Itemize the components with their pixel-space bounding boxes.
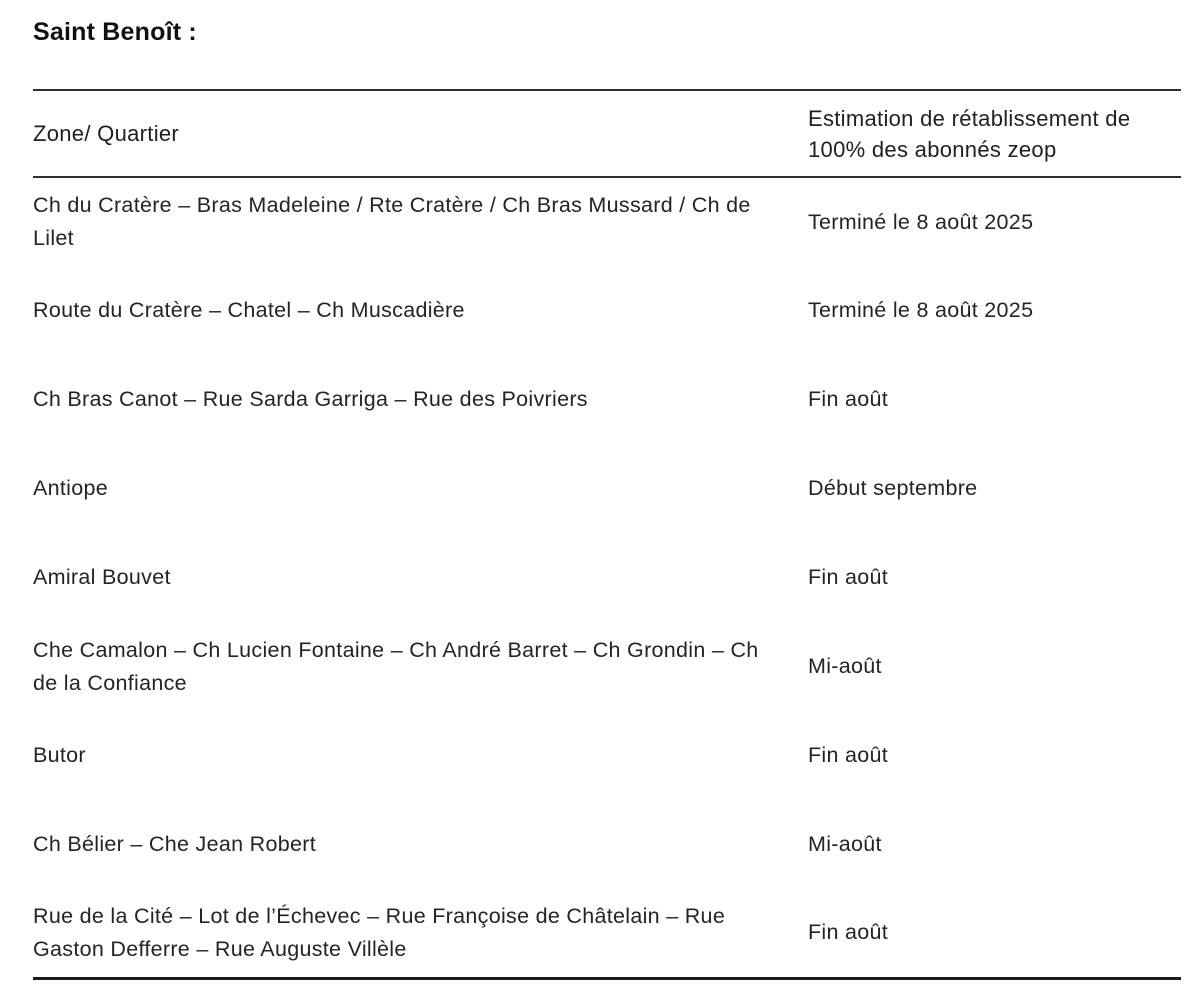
zone-cell: Butor (33, 743, 86, 767)
header-row (33, 90, 1181, 177)
estimate-cell: Début septembre (808, 476, 978, 500)
estimate-cell: Fin août (808, 920, 889, 945)
zone-cell: Antiope (33, 476, 109, 500)
table-row (33, 800, 1181, 889)
table-row (33, 711, 1181, 800)
table-row (33, 177, 1181, 266)
estimate-cell: Mi-août (808, 654, 882, 678)
estimate-cell: Fin août (808, 565, 889, 589)
estimate-cell: Terminé le 8 août 2025 (808, 298, 1034, 322)
table-row (33, 444, 1181, 533)
page-title: Saint Benoît : (33, 18, 197, 46)
zone-cell: Ch Bras Canot – Rue Sarda Garriga – Rue des Poivriers (33, 387, 588, 411)
zone-cell: Route du Cratère – Chatel – Ch Muscadière (33, 298, 465, 322)
table-row (33, 622, 1181, 711)
zone-cell: Ch du Cratère – Bras Madeleine / Rte Cratère / Ch Bras Mussard / Ch de Lilet (33, 193, 751, 250)
table-row (33, 889, 1181, 978)
zone-cell: Amiral Bouvet (33, 565, 171, 589)
estimate-cell: Terminé le 8 août 2025 (808, 209, 1034, 234)
restoration-estimates-table (33, 89, 1181, 980)
table-row (33, 355, 1181, 444)
column-header-zone: Zone/ Quartier (33, 90, 808, 177)
estimate-cell: Mi-août (808, 832, 882, 856)
column-header-estimate: Estimation de rétablissement de 100% des abonnés zeop (808, 90, 1181, 177)
table-body (33, 177, 1181, 978)
zone-cell: Che Camalon – Ch Lucien Fontaine – Ch André Barret – Ch Grondin – Ch de la Confiance (33, 637, 759, 695)
estimate-cell: Fin août (808, 387, 889, 411)
estimate-cell: Fin août (808, 743, 889, 767)
table-header (33, 90, 1181, 177)
zone-cell: Ch Bélier – Che Jean Robert (33, 832, 316, 856)
table-row (33, 266, 1181, 355)
zone-cell: Rue de la Cité – Lot de l’Échevec – Rue Françoise de Châtelain – Rue Gaston Defferre – Rue Auguste Villèle (33, 903, 726, 961)
table-row (33, 533, 1181, 622)
